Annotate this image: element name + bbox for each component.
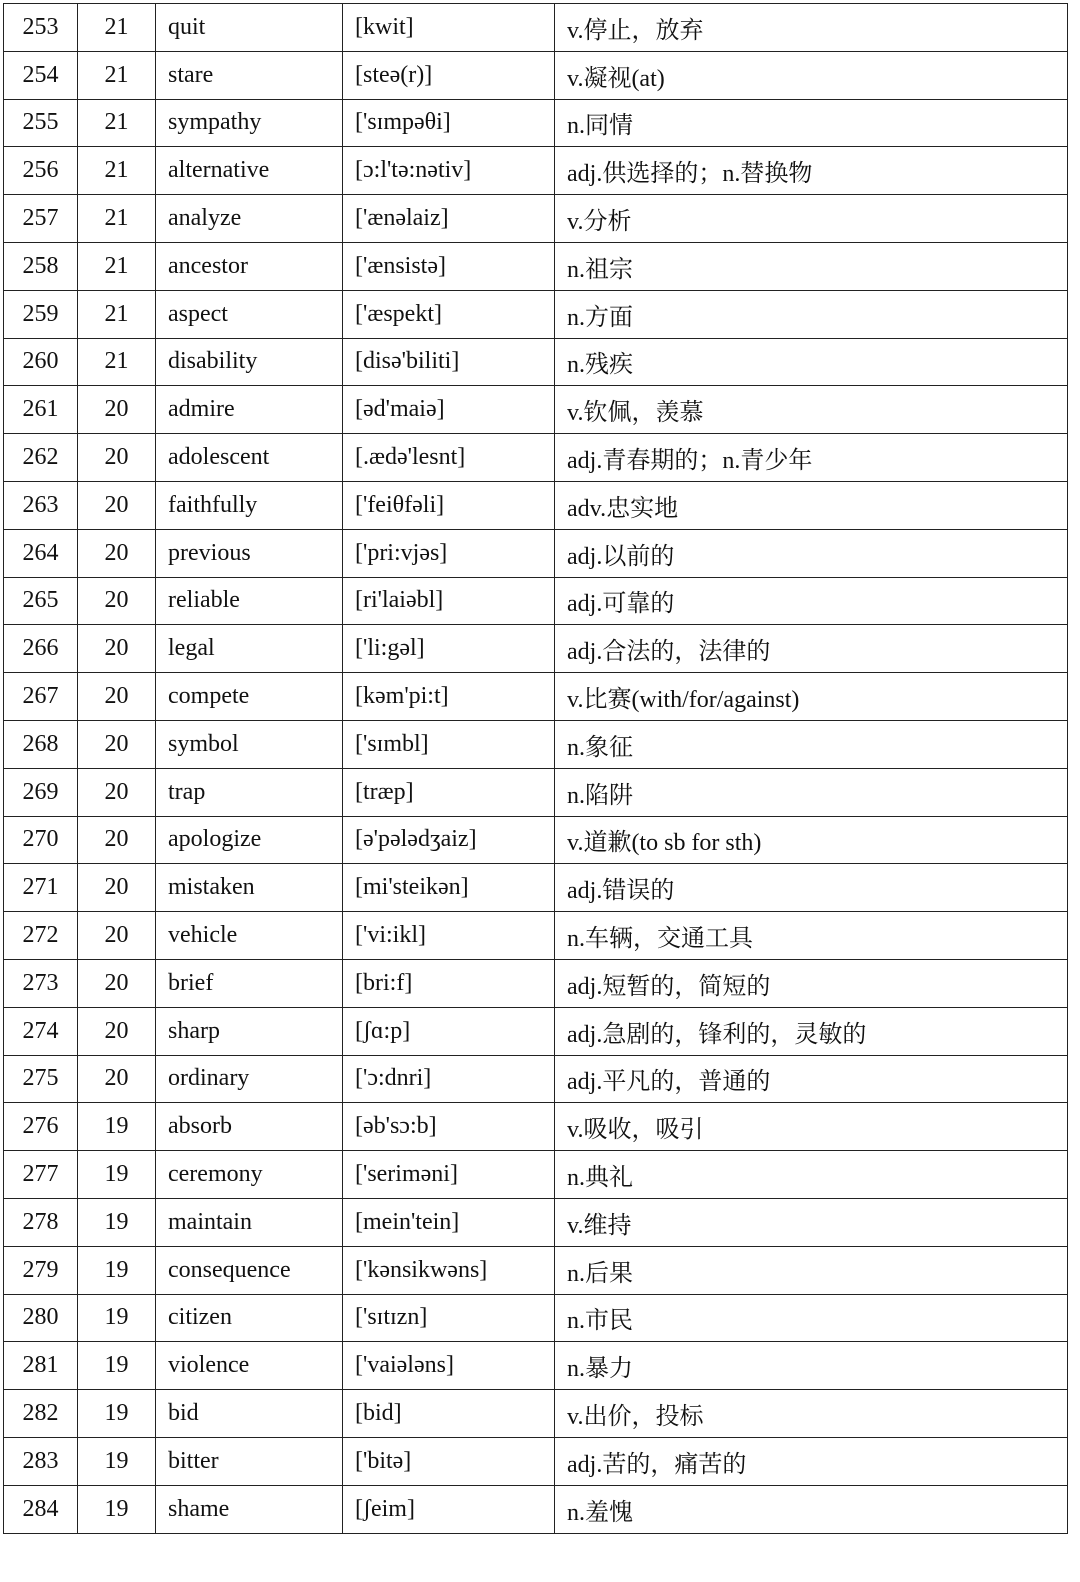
- frequency-count-cell: 20: [78, 577, 156, 625]
- table-row: [4, 1437, 1068, 1485]
- word-cell: maintain: [156, 1198, 343, 1246]
- phonetic-cell: [əb'sɔ:b]: [343, 1103, 555, 1151]
- entry-number-cell: 254: [4, 51, 78, 99]
- meaning-cell: v.比赛(with/for/against): [555, 673, 1068, 721]
- table-row: [4, 1294, 1068, 1342]
- meaning-cell: v.吸收，吸引: [555, 1103, 1068, 1151]
- table-row: [4, 1151, 1068, 1199]
- frequency-count-cell: 20: [78, 481, 156, 529]
- table-row: [4, 99, 1068, 147]
- meaning-cell: adj.以前的: [555, 529, 1068, 577]
- table-row: [4, 959, 1068, 1007]
- table-row: [4, 720, 1068, 768]
- phonetic-cell: [træp]: [343, 768, 555, 816]
- phonetic-cell: [ɔ:l'tə:nətiv]: [343, 147, 555, 195]
- frequency-count-cell: 20: [78, 673, 156, 721]
- meaning-cell: n.祖宗: [555, 242, 1068, 290]
- meaning-cell: adj.平凡的，普通的: [555, 1055, 1068, 1103]
- frequency-count-cell: 20: [78, 1007, 156, 1055]
- table-row: [4, 816, 1068, 864]
- entry-number-cell: 279: [4, 1246, 78, 1294]
- frequency-count-cell: 21: [78, 290, 156, 338]
- phonetic-cell: ['vaiələns]: [343, 1342, 555, 1390]
- word-cell: faithfully: [156, 481, 343, 529]
- table-row: [4, 1485, 1068, 1533]
- frequency-count-cell: 20: [78, 1055, 156, 1103]
- word-cell: analyze: [156, 195, 343, 243]
- table-row: [4, 4, 1068, 52]
- frequency-count-cell: 20: [78, 434, 156, 482]
- table-row: [4, 529, 1068, 577]
- meaning-cell: n.羞愧: [555, 1485, 1068, 1533]
- phonetic-cell: ['li:gəl]: [343, 625, 555, 673]
- entry-number-cell: 261: [4, 386, 78, 434]
- meaning-cell: adj.错误的: [555, 864, 1068, 912]
- meaning-cell: v.出价，投标: [555, 1390, 1068, 1438]
- table-row: [4, 147, 1068, 195]
- entry-number-cell: 259: [4, 290, 78, 338]
- frequency-count-cell: 21: [78, 195, 156, 243]
- phonetic-cell: [bri:f]: [343, 959, 555, 1007]
- entry-number-cell: 277: [4, 1151, 78, 1199]
- table-row: [4, 51, 1068, 99]
- phonetic-cell: [mein'tein]: [343, 1198, 555, 1246]
- entry-number-cell: 276: [4, 1103, 78, 1151]
- entry-number-cell: 271: [4, 864, 78, 912]
- word-cell: quit: [156, 4, 343, 52]
- meaning-cell: adj.可靠的: [555, 577, 1068, 625]
- frequency-count-cell: 19: [78, 1151, 156, 1199]
- phonetic-cell: [disə'biliti]: [343, 338, 555, 386]
- word-cell: symbol: [156, 720, 343, 768]
- word-cell: alternative: [156, 147, 343, 195]
- word-cell: stare: [156, 51, 343, 99]
- meaning-cell: adj.短暂的，简短的: [555, 959, 1068, 1007]
- phonetic-cell: [ʃeim]: [343, 1485, 555, 1533]
- entry-number-cell: 281: [4, 1342, 78, 1390]
- meaning-cell: n.市民: [555, 1294, 1068, 1342]
- entry-number-cell: 280: [4, 1294, 78, 1342]
- word-cell: sympathy: [156, 99, 343, 147]
- frequency-count-cell: 19: [78, 1294, 156, 1342]
- table-row: [4, 864, 1068, 912]
- entry-number-cell: 263: [4, 481, 78, 529]
- entry-number-cell: 278: [4, 1198, 78, 1246]
- frequency-count-cell: 20: [78, 529, 156, 577]
- meaning-cell: v.分析: [555, 195, 1068, 243]
- word-cell: trap: [156, 768, 343, 816]
- table-row: [4, 386, 1068, 434]
- word-cell: apologize: [156, 816, 343, 864]
- word-cell: adolescent: [156, 434, 343, 482]
- word-cell: aspect: [156, 290, 343, 338]
- entry-number-cell: 284: [4, 1485, 78, 1533]
- meaning-cell: adj.急剧的，锋利的，灵敏的: [555, 1007, 1068, 1055]
- table-row: [4, 242, 1068, 290]
- entry-number-cell: 256: [4, 147, 78, 195]
- word-cell: reliable: [156, 577, 343, 625]
- frequency-count-cell: 21: [78, 99, 156, 147]
- phonetic-cell: [ʃɑ:p]: [343, 1007, 555, 1055]
- meaning-cell: n.同情: [555, 99, 1068, 147]
- entry-number-cell: 262: [4, 434, 78, 482]
- phonetic-cell: ['sɪtɪzn]: [343, 1294, 555, 1342]
- frequency-count-cell: 20: [78, 912, 156, 960]
- frequency-count-cell: 21: [78, 338, 156, 386]
- entry-number-cell: 258: [4, 242, 78, 290]
- frequency-count-cell: 19: [78, 1103, 156, 1151]
- frequency-count-cell: 19: [78, 1437, 156, 1485]
- frequency-count-cell: 19: [78, 1198, 156, 1246]
- vocabulary-table: [3, 3, 1068, 1534]
- entry-number-cell: 274: [4, 1007, 78, 1055]
- meaning-cell: adj.供选择的；n.替换物: [555, 147, 1068, 195]
- vocabulary-table-body: [4, 4, 1068, 1534]
- meaning-cell: v.凝视(at): [555, 51, 1068, 99]
- table-row: [4, 290, 1068, 338]
- word-cell: absorb: [156, 1103, 343, 1151]
- table-row: [4, 1055, 1068, 1103]
- meaning-cell: n.典礼: [555, 1151, 1068, 1199]
- phonetic-cell: ['ɔ:dnri]: [343, 1055, 555, 1103]
- table-row: [4, 673, 1068, 721]
- word-cell: ordinary: [156, 1055, 343, 1103]
- word-cell: citizen: [156, 1294, 343, 1342]
- phonetic-cell: ['bitə]: [343, 1437, 555, 1485]
- entry-number-cell: 270: [4, 816, 78, 864]
- table-row: [4, 1342, 1068, 1390]
- frequency-count-cell: 20: [78, 625, 156, 673]
- table-row: [4, 195, 1068, 243]
- meaning-cell: v.钦佩，羡慕: [555, 386, 1068, 434]
- table-row: [4, 912, 1068, 960]
- phonetic-cell: ['sɪmpəθi]: [343, 99, 555, 147]
- vocabulary-sheet: [3, 3, 1067, 1534]
- table-row: [4, 1390, 1068, 1438]
- phonetic-cell: ['sɪmbl]: [343, 720, 555, 768]
- phonetic-cell: ['vi:ikl]: [343, 912, 555, 960]
- frequency-count-cell: 20: [78, 768, 156, 816]
- entry-number-cell: 275: [4, 1055, 78, 1103]
- frequency-count-cell: 21: [78, 4, 156, 52]
- frequency-count-cell: 21: [78, 51, 156, 99]
- frequency-count-cell: 21: [78, 147, 156, 195]
- phonetic-cell: ['kənsikwəns]: [343, 1246, 555, 1294]
- frequency-count-cell: 19: [78, 1485, 156, 1533]
- table-row: [4, 338, 1068, 386]
- meaning-cell: adj.苦的，痛苦的: [555, 1437, 1068, 1485]
- table-row: [4, 1246, 1068, 1294]
- frequency-count-cell: 19: [78, 1390, 156, 1438]
- word-cell: mistaken: [156, 864, 343, 912]
- frequency-count-cell: 19: [78, 1246, 156, 1294]
- meaning-cell: n.后果: [555, 1246, 1068, 1294]
- table-row: [4, 1198, 1068, 1246]
- entry-number-cell: 268: [4, 720, 78, 768]
- entry-number-cell: 253: [4, 4, 78, 52]
- meaning-cell: n.象征: [555, 720, 1068, 768]
- entry-number-cell: 267: [4, 673, 78, 721]
- meaning-cell: n.陷阱: [555, 768, 1068, 816]
- word-cell: bid: [156, 1390, 343, 1438]
- meaning-cell: v.道歉(to sb for sth): [555, 816, 1068, 864]
- word-cell: ceremony: [156, 1151, 343, 1199]
- word-cell: legal: [156, 625, 343, 673]
- meaning-cell: n.方面: [555, 290, 1068, 338]
- phonetic-cell: [ə'pələdʒaiz]: [343, 816, 555, 864]
- word-cell: shame: [156, 1485, 343, 1533]
- phonetic-cell: ['feiθfəli]: [343, 481, 555, 529]
- phonetic-cell: ['ænəlaiz]: [343, 195, 555, 243]
- entry-number-cell: 265: [4, 577, 78, 625]
- phonetic-cell: ['æspekt]: [343, 290, 555, 338]
- word-cell: disability: [156, 338, 343, 386]
- phonetic-cell: ['seriməni]: [343, 1151, 555, 1199]
- phonetic-cell: [kwit]: [343, 4, 555, 52]
- entry-number-cell: 257: [4, 195, 78, 243]
- table-row: [4, 577, 1068, 625]
- meaning-cell: n.车辆，交通工具: [555, 912, 1068, 960]
- table-row: [4, 434, 1068, 482]
- frequency-count-cell: 19: [78, 1342, 156, 1390]
- phonetic-cell: [mi'steikən]: [343, 864, 555, 912]
- frequency-count-cell: 20: [78, 720, 156, 768]
- entry-number-cell: 272: [4, 912, 78, 960]
- phonetic-cell: [steə(r)]: [343, 51, 555, 99]
- meaning-cell: v.停止，放弃: [555, 4, 1068, 52]
- phonetic-cell: [.ædə'lesnt]: [343, 434, 555, 482]
- meaning-cell: n.暴力: [555, 1342, 1068, 1390]
- phonetic-cell: ['pri:vjəs]: [343, 529, 555, 577]
- meaning-cell: n.残疾: [555, 338, 1068, 386]
- table-row: [4, 1007, 1068, 1055]
- table-row: [4, 625, 1068, 673]
- phonetic-cell: [kəm'pi:t]: [343, 673, 555, 721]
- word-cell: violence: [156, 1342, 343, 1390]
- table-row: [4, 768, 1068, 816]
- table-row: [4, 481, 1068, 529]
- meaning-cell: adv.忠实地: [555, 481, 1068, 529]
- word-cell: bitter: [156, 1437, 343, 1485]
- table-row: [4, 1103, 1068, 1151]
- entry-number-cell: 282: [4, 1390, 78, 1438]
- frequency-count-cell: 20: [78, 816, 156, 864]
- frequency-count-cell: 20: [78, 959, 156, 1007]
- phonetic-cell: [bid]: [343, 1390, 555, 1438]
- frequency-count-cell: 21: [78, 242, 156, 290]
- meaning-cell: adj.合法的，法律的: [555, 625, 1068, 673]
- word-cell: consequence: [156, 1246, 343, 1294]
- phonetic-cell: [əd'maiə]: [343, 386, 555, 434]
- word-cell: previous: [156, 529, 343, 577]
- frequency-count-cell: 20: [78, 386, 156, 434]
- word-cell: sharp: [156, 1007, 343, 1055]
- entry-number-cell: 255: [4, 99, 78, 147]
- entry-number-cell: 266: [4, 625, 78, 673]
- frequency-count-cell: 20: [78, 864, 156, 912]
- word-cell: ancestor: [156, 242, 343, 290]
- word-cell: brief: [156, 959, 343, 1007]
- meaning-cell: v.维持: [555, 1198, 1068, 1246]
- phonetic-cell: [ri'laiəbl]: [343, 577, 555, 625]
- entry-number-cell: 269: [4, 768, 78, 816]
- phonetic-cell: ['ænsistə]: [343, 242, 555, 290]
- meaning-cell: adj.青春期的；n.青少年: [555, 434, 1068, 482]
- entry-number-cell: 260: [4, 338, 78, 386]
- entry-number-cell: 273: [4, 959, 78, 1007]
- entry-number-cell: 264: [4, 529, 78, 577]
- word-cell: vehicle: [156, 912, 343, 960]
- word-cell: admire: [156, 386, 343, 434]
- entry-number-cell: 283: [4, 1437, 78, 1485]
- word-cell: compete: [156, 673, 343, 721]
